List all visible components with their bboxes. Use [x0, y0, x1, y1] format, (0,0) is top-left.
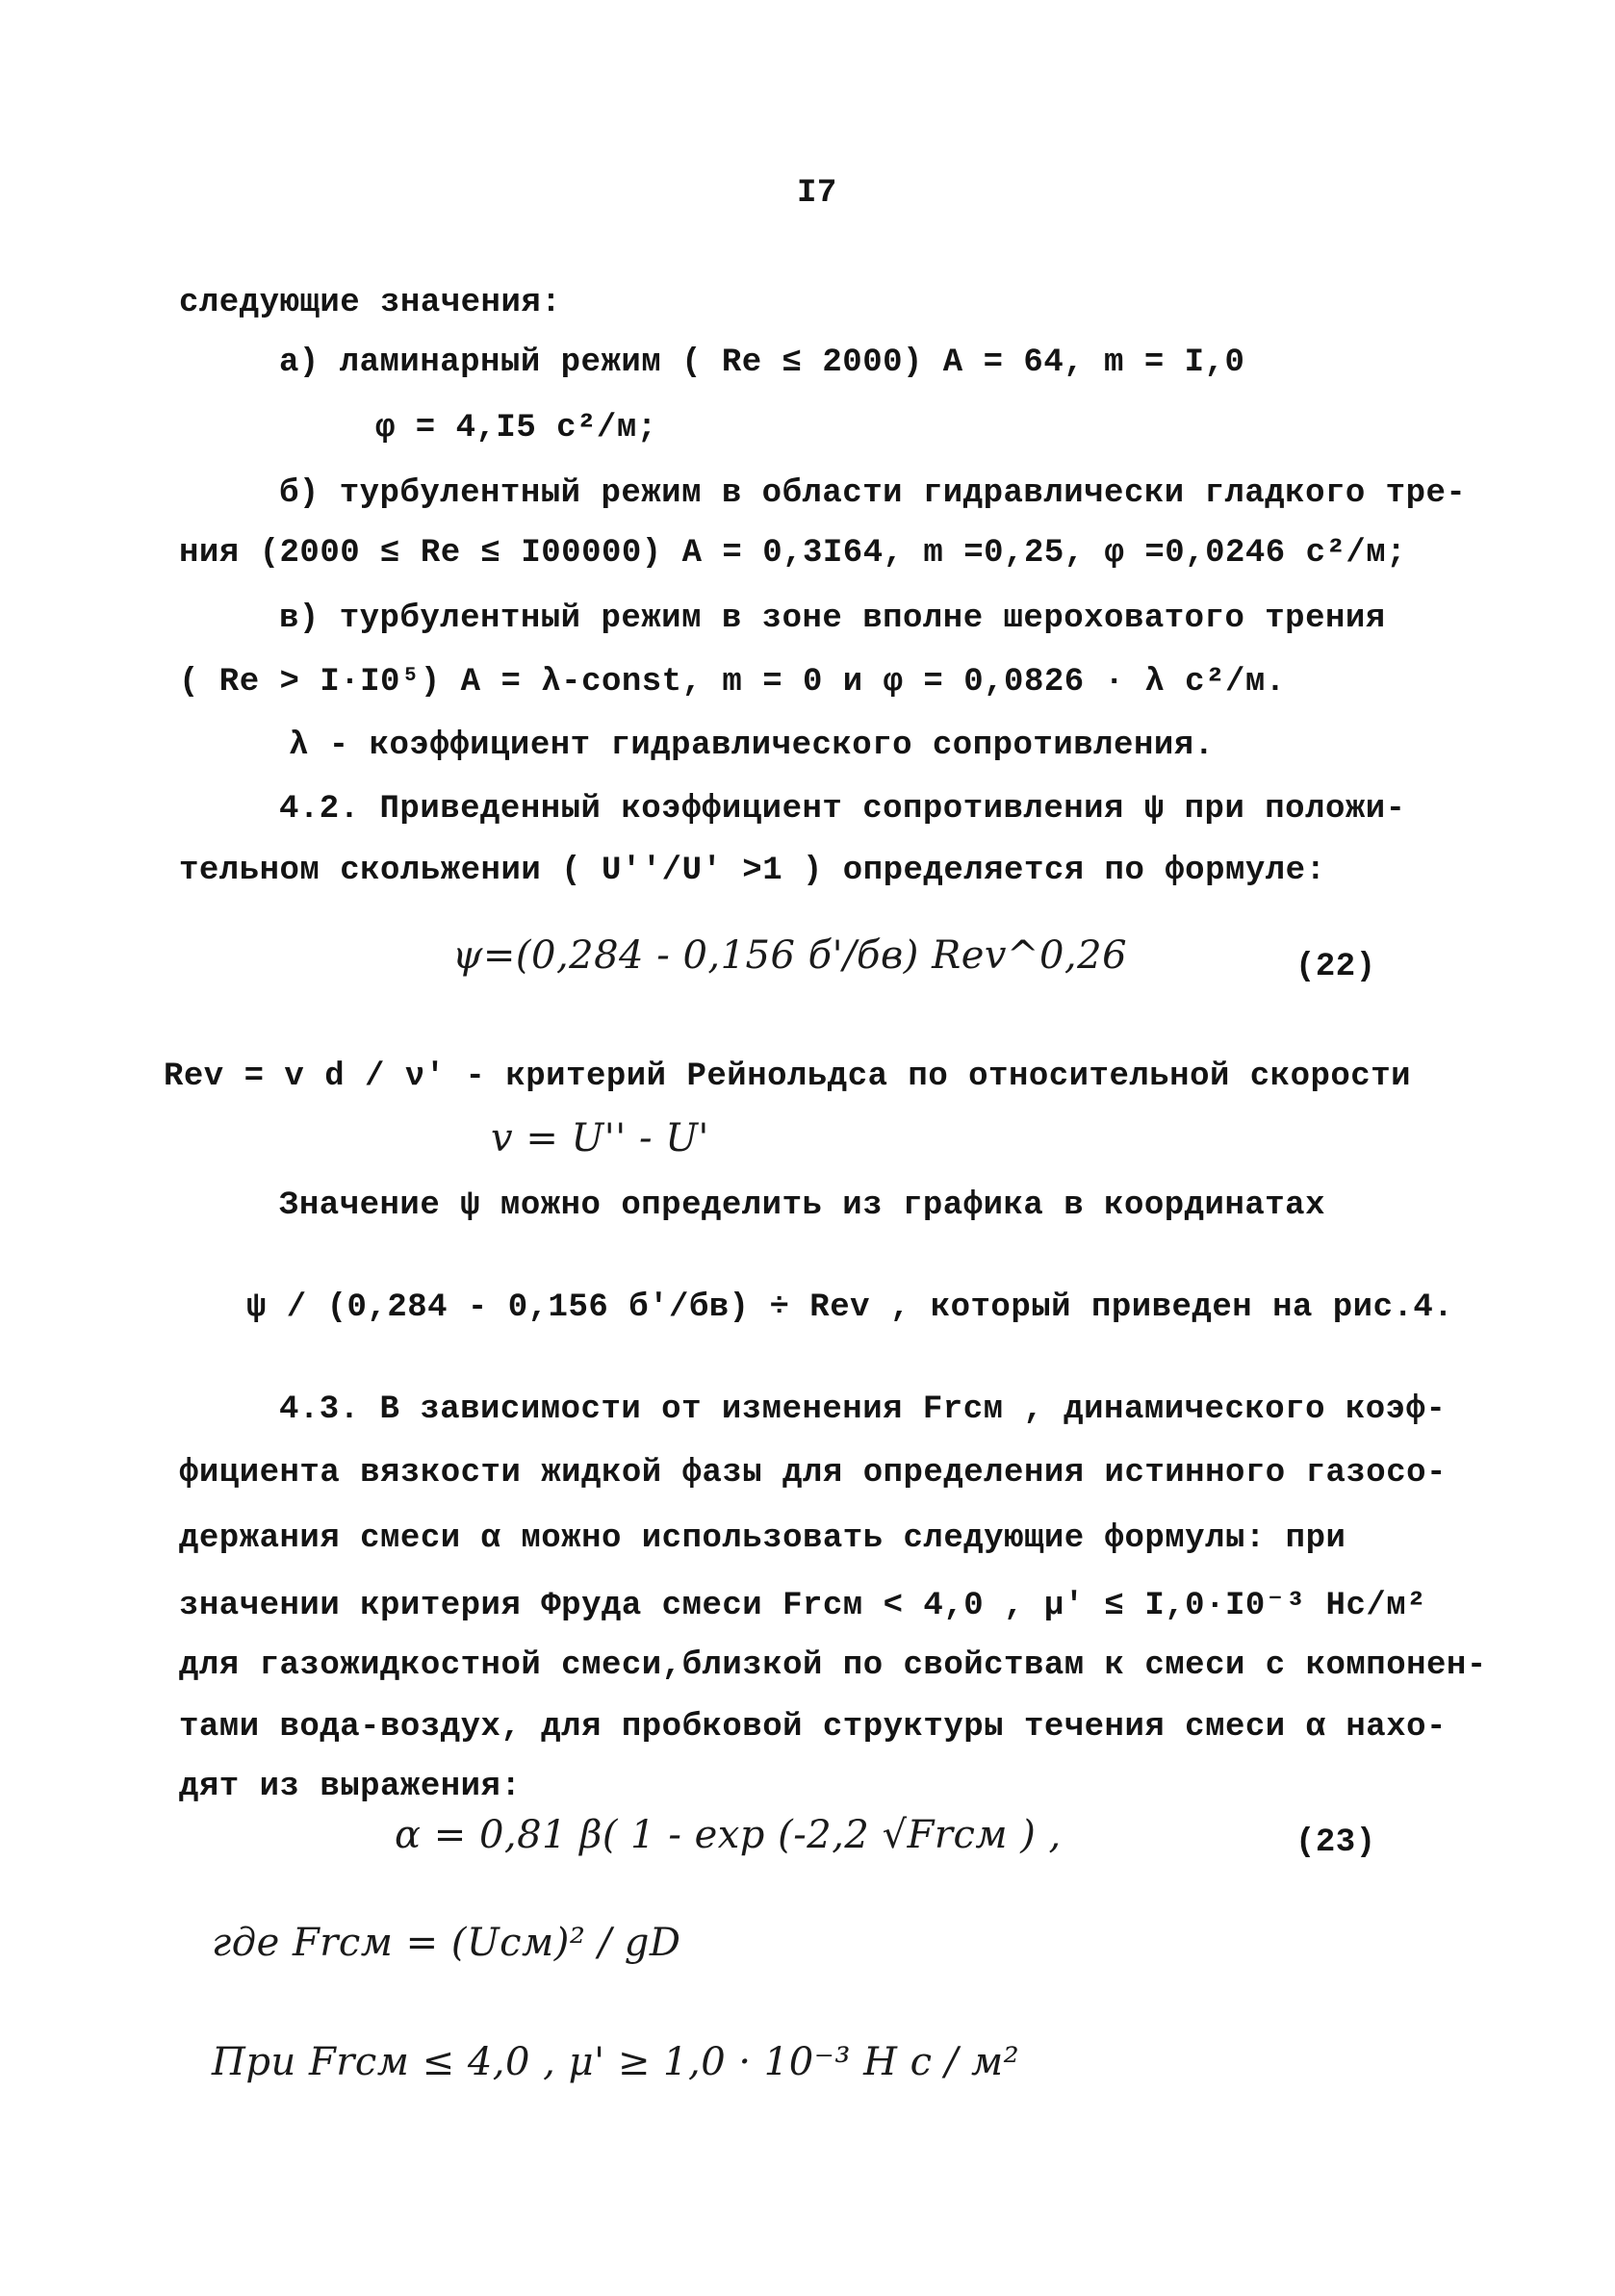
text-line-reynolds: Rev = v d / ν' - критерий Рейнольдса по относительной скорости — [164, 1059, 1412, 1095]
page-number: I7 — [797, 175, 837, 212]
text-line-17: для газожидкостной смеси,близкой по свойствам к смеси с компонен- — [179, 1647, 1487, 1684]
text-line-12: ψ / (0,284 - 0,156 б'/бв) ÷ Rev , который приведен на рис.4. — [246, 1289, 1454, 1326]
text-line-5: ния (2000 ≤ Re ≤ I00000) A = 0,3I64, m =0,25, φ =0,0246 c²/м; — [179, 535, 1407, 572]
text-line-3: φ = 4,I5 c²/м; — [375, 410, 657, 446]
formula-relative-velocity: v = U'' - U' — [491, 1116, 709, 1161]
formula-23: α = 0,81 β( 1 - exp (-2,2 √Frсм ) , — [395, 1813, 1062, 1857]
text-line-14: фициента вязкости жидкой фазы для определения истинного газосо- — [179, 1455, 1447, 1492]
formula-condition: При Frсм ≤ 4,0 , μ' ≥ 1,0 · 10⁻³ H c / м² — [212, 2040, 1020, 2084]
text-line-6: в) турбулентный режим в зоне вполне шероховатого трения — [279, 600, 1386, 637]
text-line-8: λ - коэффициент гидравлического сопротивления. — [289, 727, 1215, 764]
text-line-15: держания смеси α можно использовать следующие формулы: при — [179, 1520, 1346, 1557]
text-line-7: ( Re > I·I0⁵) A = λ-const, m = 0 и φ = 0,0826 · λ c²/м. — [179, 664, 1286, 701]
formula-22: ψ=(0,284 - 0,156 б'/бв) Rev^0,26 — [452, 933, 1128, 978]
text-line-11: Значение ψ можно определить из графика в координатах — [279, 1187, 1325, 1224]
formula-froude: где Frсм = (Uсм)² / gD — [212, 1921, 681, 1965]
text-line-1: следующие значения: — [179, 285, 562, 321]
text-line-4: б) турбулентный режим в области гидравлически гладкого тре- — [279, 475, 1467, 512]
formula-23-number: (23) — [1295, 1824, 1376, 1861]
text-line-13: 4.3. В зависимости от изменения Frсм , динамического коэф- — [279, 1391, 1447, 1428]
text-line-18: тами вода-воздух, для пробковой структуры течения смеси α нахо- — [179, 1709, 1447, 1746]
text-line-19: дят из выражения: — [179, 1769, 522, 1805]
text-line-2: а) ламинарный режим ( Re ≤ 2000) A = 64, m = I,0 — [279, 344, 1245, 381]
text-line-10: тельном скольжении ( U''/U' >1 ) определяется по формуле: — [179, 853, 1326, 889]
text-line-16: значении критерия Фруда смеси Frсм < 4,0 , μ' ≤ I,0·I0⁻³ Hc/м² — [179, 1588, 1427, 1624]
formula-22-number: (22) — [1295, 949, 1376, 985]
text-line-9: 4.2. Приведенный коэффициент сопротивления ψ при положи- — [279, 791, 1406, 828]
